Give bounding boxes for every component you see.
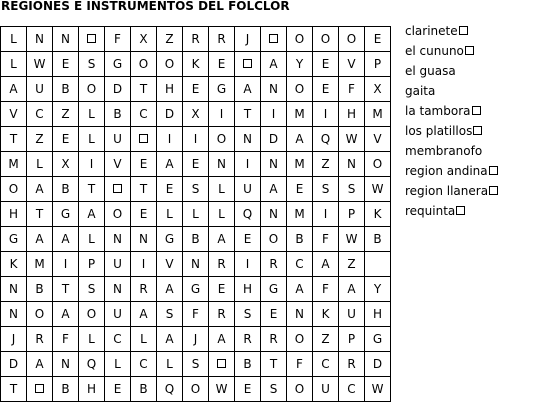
blank-square-icon (489, 186, 498, 195)
grid-cell: A (27, 227, 53, 252)
grid-cell: C (27, 102, 53, 127)
grid-row (1, 127, 391, 152)
blank-square-icon (269, 34, 278, 43)
grid-cell: N (287, 302, 313, 327)
grid-cell: P (339, 327, 365, 352)
grid-cell: I (313, 202, 339, 227)
word-list-item (405, 161, 498, 181)
grid-cell: V (105, 152, 131, 177)
grid-cell: N (1, 302, 27, 327)
grid-cell: D (261, 127, 287, 152)
blank-square-icon (217, 359, 226, 368)
grid-cell: O (79, 77, 105, 102)
grid-row (1, 327, 391, 352)
blank-square-icon (113, 184, 122, 193)
grid-cell: T (79, 177, 105, 202)
grid-cell: S (183, 352, 209, 377)
blank-square-icon (473, 126, 482, 135)
grid-cell: E (261, 302, 287, 327)
grid-cell: W (365, 177, 391, 202)
grid-cell: G (1, 227, 27, 252)
grid-cell: A (235, 77, 261, 102)
grid-cell: A (157, 277, 183, 302)
grid-cell: K (1, 252, 27, 277)
grid-cell: S (79, 277, 105, 302)
grid-row (1, 77, 391, 102)
grid-cell: A (157, 327, 183, 352)
grid-cell: A (313, 252, 339, 277)
grid-cell: U (105, 302, 131, 327)
grid-cell: E (313, 77, 339, 102)
grid-cell: L (157, 352, 183, 377)
grid-cell: O (313, 27, 339, 52)
grid-cell: T (53, 277, 79, 302)
grid-cell: P (365, 52, 391, 77)
grid-cell: C (313, 352, 339, 377)
grid-cell: Q (79, 352, 105, 377)
grid-cell: F (313, 277, 339, 302)
grid-cell: E (235, 227, 261, 252)
grid-cell: O (183, 377, 209, 402)
grid-cell: R (261, 252, 287, 277)
grid-cell: F (313, 227, 339, 252)
grid-cell: H (235, 277, 261, 302)
grid-cell: H (157, 77, 183, 102)
grid-cell: O (105, 202, 131, 227)
blank-square-icon (459, 26, 468, 35)
grid-cell: J (1, 327, 27, 352)
grid-cell: E (53, 127, 79, 152)
grid-cell: Z (313, 152, 339, 177)
grid-cell: Z (157, 27, 183, 52)
grid-cell: O (287, 327, 313, 352)
word-list-item (405, 61, 498, 81)
grid-cell: B (365, 227, 391, 252)
grid-cell: N (131, 227, 157, 252)
word-label: el guasa (405, 64, 456, 78)
grid-cell (105, 177, 131, 202)
grid-cell: I (313, 102, 339, 127)
grid-cell: S (261, 377, 287, 402)
grid-cell (27, 377, 53, 402)
grid-cell: R (27, 327, 53, 352)
grid-cell: U (27, 77, 53, 102)
grid-cell: H (339, 102, 365, 127)
grid-cell: T (131, 77, 157, 102)
grid-cell: Q (313, 127, 339, 152)
grid-cell: V (339, 52, 365, 77)
grid-cell: B (53, 377, 79, 402)
grid-cell: E (53, 52, 79, 77)
grid-cell: Z (339, 252, 365, 277)
grid-cell: O (27, 302, 53, 327)
grid-cell (365, 252, 391, 277)
grid-cell: B (105, 102, 131, 127)
grid-cell: R (131, 277, 157, 302)
grid-cell: R (209, 302, 235, 327)
word-list-item (405, 141, 498, 161)
grid-cell: E (131, 202, 157, 227)
blank-square-icon (456, 206, 465, 215)
grid-cell: S (79, 52, 105, 77)
grid-cell (209, 352, 235, 377)
grid-cell: A (131, 302, 157, 327)
grid-row (1, 152, 391, 177)
blank-square-icon (465, 46, 474, 55)
word-label: la tambora (405, 104, 471, 118)
grid-cell: Z (313, 327, 339, 352)
grid-cell: S (339, 177, 365, 202)
grid-cell: B (235, 352, 261, 377)
grid-cell: I (209, 102, 235, 127)
grid-cell: N (183, 252, 209, 277)
grid-cell: E (105, 377, 131, 402)
grid-cell: X (365, 77, 391, 102)
grid-cell: I (261, 102, 287, 127)
grid-cell: W (209, 377, 235, 402)
grid-row (1, 227, 391, 252)
grid-cell: B (53, 177, 79, 202)
grid-cell: O (287, 77, 313, 102)
word-label: requinta (405, 204, 456, 218)
grid-cell: O (1, 177, 27, 202)
grid-cell: A (339, 277, 365, 302)
grid-cell: F (105, 27, 131, 52)
grid-cell: U (339, 302, 365, 327)
grid-cell: L (79, 227, 105, 252)
grid-row (1, 302, 391, 327)
grid-cell: G (365, 327, 391, 352)
blank-square-icon (139, 134, 148, 143)
grid-cell: C (105, 327, 131, 352)
grid-cell: P (79, 252, 105, 277)
blank-square-icon (489, 166, 498, 175)
grid-cell: L (79, 127, 105, 152)
grid-row (1, 177, 391, 202)
blank-square-icon (87, 34, 96, 43)
grid-cell: R (209, 252, 235, 277)
grid-cell: W (339, 127, 365, 152)
grid-cell: F (53, 327, 79, 352)
grid-cell (79, 27, 105, 52)
grid-cell: N (339, 152, 365, 177)
grid-cell: U (235, 177, 261, 202)
word-list-item (405, 201, 498, 221)
word-list-item (405, 181, 498, 201)
grid-cell: B (183, 227, 209, 252)
grid-cell: G (183, 277, 209, 302)
grid-cell: N (27, 27, 53, 52)
grid-cell: Q (157, 377, 183, 402)
grid-cell: N (53, 27, 79, 52)
word-list-item (405, 101, 498, 121)
grid-cell: R (261, 327, 287, 352)
page-title: REGIONES E INSTRUMENTOS DEL FOLCLOR (1, 0, 290, 13)
grid-cell: I (183, 127, 209, 152)
grid-cell: K (183, 52, 209, 77)
grid-cell: I (235, 152, 261, 177)
word-label: region andina (405, 164, 488, 178)
grid-cell: F (339, 77, 365, 102)
word-label: clarinete (405, 24, 458, 38)
grid-cell: N (261, 77, 287, 102)
grid-cell: V (365, 127, 391, 152)
grid-cell: Y (365, 277, 391, 302)
grid-cell: L (79, 327, 105, 352)
grid-cell: N (105, 277, 131, 302)
grid-cell: B (287, 227, 313, 252)
grid-cell: J (183, 327, 209, 352)
grid-cell: A (27, 352, 53, 377)
grid-cell: D (157, 102, 183, 127)
grid-cell: N (1, 277, 27, 302)
grid-cell: D (365, 352, 391, 377)
grid-row (1, 377, 391, 402)
grid-cell: O (287, 377, 313, 402)
grid-cell: T (235, 102, 261, 127)
grid-cell: D (105, 77, 131, 102)
grid-cell: W (365, 377, 391, 402)
grid-row (1, 52, 391, 77)
grid-cell: N (105, 227, 131, 252)
grid-cell: M (27, 252, 53, 277)
grid-cell: O (339, 27, 365, 52)
grid-cell: M (1, 152, 27, 177)
grid-cell: A (53, 302, 79, 327)
grid-cell: A (261, 177, 287, 202)
grid-cell: R (209, 27, 235, 52)
grid-cell: N (235, 127, 261, 152)
grid-cell: S (157, 302, 183, 327)
grid-cell: L (1, 52, 27, 77)
grid-cell: N (261, 202, 287, 227)
grid-cell: W (339, 227, 365, 252)
grid-cell: A (287, 127, 313, 152)
grid-cell: A (1, 77, 27, 102)
grid-cell: R (339, 352, 365, 377)
blank-square-icon (472, 106, 481, 115)
grid-cell: T (27, 202, 53, 227)
grid-cell: N (261, 152, 287, 177)
grid-cell: U (105, 127, 131, 152)
grid-cell: B (27, 277, 53, 302)
grid-cell: L (157, 202, 183, 227)
grid-cell: K (313, 302, 339, 327)
grid-cell: Z (53, 102, 79, 127)
word-label: los platillos (405, 124, 473, 138)
grid-cell: G (105, 52, 131, 77)
grid-cell: C (131, 352, 157, 377)
grid-cell: S (183, 177, 209, 202)
grid-cell: I (79, 152, 105, 177)
grid-cell: G (209, 77, 235, 102)
grid-cell: C (339, 377, 365, 402)
grid-cell: E (183, 152, 209, 177)
word-list-item (405, 121, 498, 141)
grid-cell: R (235, 327, 261, 352)
grid-cell: O (79, 302, 105, 327)
word-list-item (405, 21, 498, 41)
grid-cell: U (105, 252, 131, 277)
grid-cell: E (313, 52, 339, 77)
grid-cell: E (365, 27, 391, 52)
blank-square-icon (35, 384, 44, 393)
grid-cell: L (131, 327, 157, 352)
grid-cell: W (27, 52, 53, 77)
grid-cell: C (131, 102, 157, 127)
grid-cell (261, 27, 287, 52)
blank-square-icon (243, 59, 252, 68)
grid-cell: E (209, 52, 235, 77)
grid-cell: N (209, 152, 235, 177)
grid-cell: H (79, 377, 105, 402)
grid-cell: Y (287, 52, 313, 77)
grid-row (1, 102, 391, 127)
grid-cell: G (53, 202, 79, 227)
grid-cell (235, 52, 261, 77)
grid-cell (131, 127, 157, 152)
grid-cell: R (183, 27, 209, 52)
word-label: gaita (405, 84, 436, 98)
grid-cell: I (235, 252, 261, 277)
word-list-item (405, 81, 498, 101)
grid-cell: S (313, 177, 339, 202)
grid-cell: M (365, 102, 391, 127)
grid-row (1, 252, 391, 277)
grid-row (1, 352, 391, 377)
grid-cell: T (1, 377, 27, 402)
grid-cell: O (287, 27, 313, 52)
grid-cell: B (131, 377, 157, 402)
grid-cell: O (157, 52, 183, 77)
grid-cell: F (287, 352, 313, 377)
grid-cell: X (131, 27, 157, 52)
grid-row (1, 27, 391, 52)
grid-cell: D (1, 352, 27, 377)
grid-cell: Z (27, 127, 53, 152)
grid-cell: I (157, 127, 183, 152)
grid-cell: A (287, 277, 313, 302)
grid-cell: L (209, 202, 235, 227)
grid-cell: A (209, 327, 235, 352)
grid-cell: E (131, 152, 157, 177)
grid-cell: E (209, 277, 235, 302)
grid-cell: L (105, 352, 131, 377)
grid-cell: G (261, 277, 287, 302)
grid-cell: E (183, 77, 209, 102)
grid-cell: A (209, 227, 235, 252)
grid-cell: E (235, 377, 261, 402)
grid-cell: O (261, 227, 287, 252)
grid-cell: F (183, 302, 209, 327)
grid-cell: H (365, 302, 391, 327)
grid-cell: L (183, 202, 209, 227)
grid-cell: K (365, 202, 391, 227)
grid-row (1, 202, 391, 227)
grid-cell: A (53, 227, 79, 252)
word-list-item (405, 41, 498, 61)
grid-cell: S (235, 302, 261, 327)
grid-cell: A (157, 152, 183, 177)
grid-cell: O (209, 127, 235, 152)
grid-cell: T (131, 177, 157, 202)
grid-cell: M (287, 202, 313, 227)
grid-cell: L (27, 152, 53, 177)
grid-cell: T (1, 127, 27, 152)
grid-cell: I (53, 252, 79, 277)
grid-cell: X (53, 152, 79, 177)
grid-cell: V (1, 102, 27, 127)
word-list (405, 21, 498, 221)
grid-cell: L (79, 102, 105, 127)
grid-cell: J (235, 27, 261, 52)
grid-cell: M (287, 102, 313, 127)
grid-cell: C (287, 252, 313, 277)
grid-row (1, 277, 391, 302)
grid-cell: G (157, 227, 183, 252)
word-label: region llanera (405, 184, 489, 198)
grid-cell: X (183, 102, 209, 127)
grid-cell: I (131, 252, 157, 277)
grid-cell: U (313, 377, 339, 402)
grid-cell: N (53, 352, 79, 377)
grid-cell: L (1, 27, 27, 52)
grid-cell: A (261, 52, 287, 77)
grid-cell: Q (235, 202, 261, 227)
grid-cell: V (157, 252, 183, 277)
word-label: el cununo (405, 44, 464, 58)
grid-cell: L (209, 177, 235, 202)
grid-cell: T (261, 352, 287, 377)
grid-cell: O (365, 152, 391, 177)
grid-cell: A (27, 177, 53, 202)
grid-cell: A (79, 202, 105, 227)
grid-cell: B (53, 77, 79, 102)
word-search-grid (0, 26, 391, 402)
grid-cell: E (157, 177, 183, 202)
word-label: membranofo (405, 144, 483, 158)
grid-cell: O (131, 52, 157, 77)
grid-cell: E (287, 177, 313, 202)
grid-cell: H (1, 202, 27, 227)
grid-cell: M (287, 152, 313, 177)
grid-cell: P (339, 202, 365, 227)
